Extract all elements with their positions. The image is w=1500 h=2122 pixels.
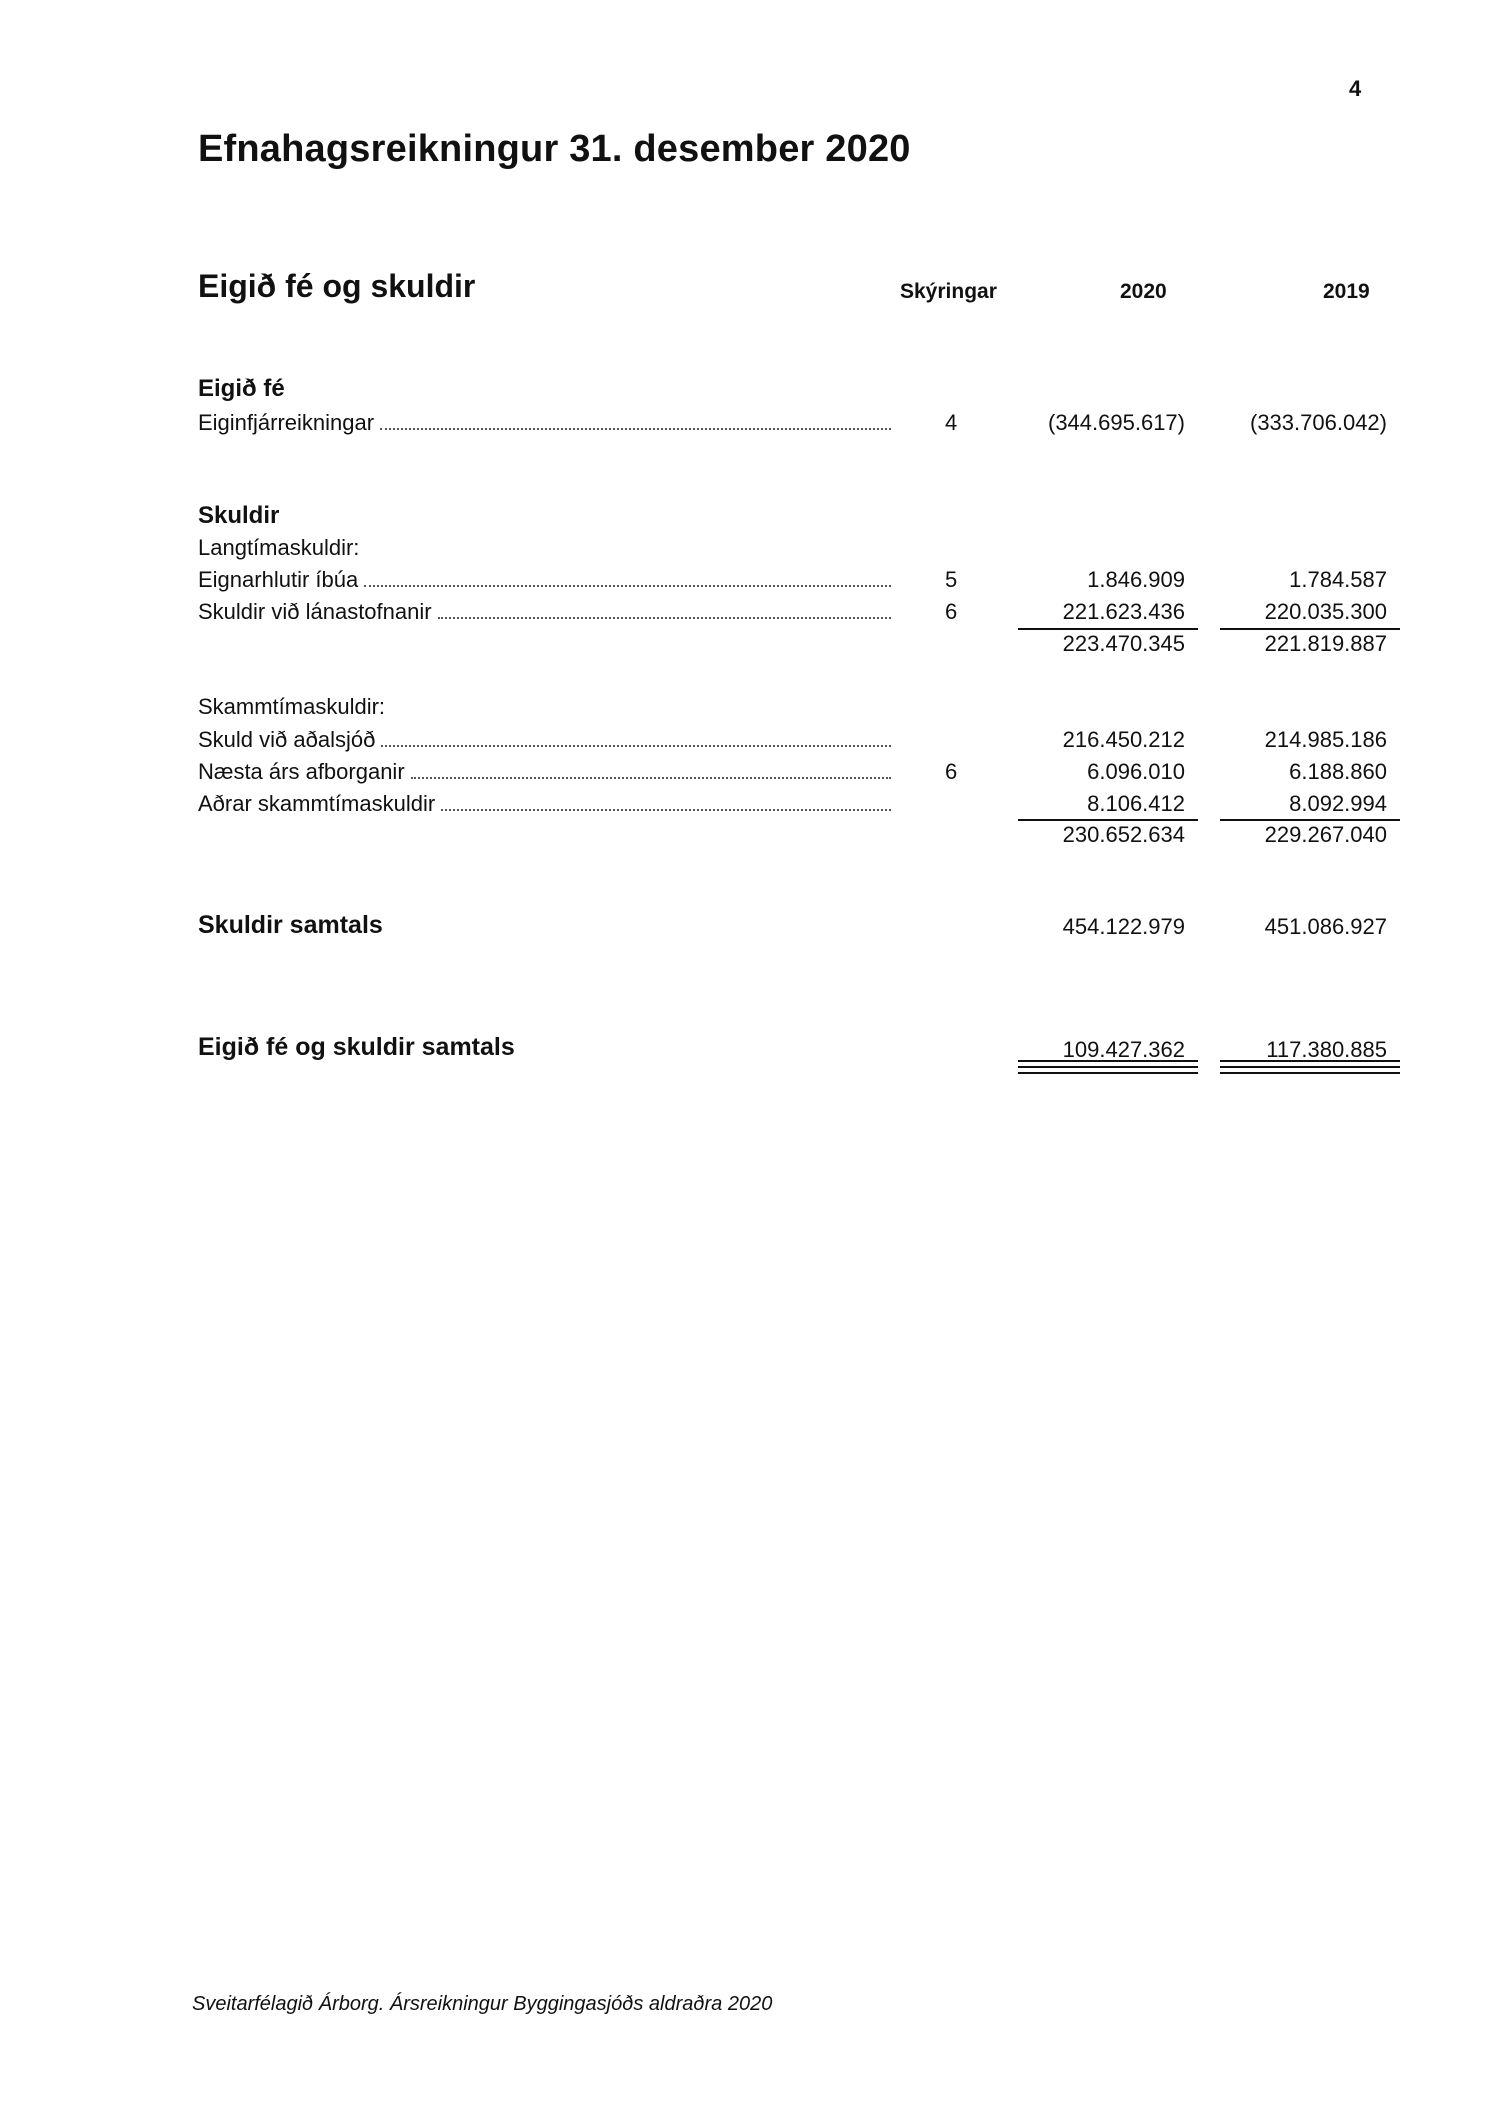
row-value-2020: 216.450.212 — [1062, 727, 1185, 752]
subtotal-value-2020: 230.652.634 — [1062, 822, 1185, 847]
row-value-2020: 221.623.436 — [1062, 599, 1185, 624]
subtotal-rule-2019 — [1220, 628, 1400, 630]
table-row — [198, 759, 1398, 789]
liabilities-total-label: Skuldir samtals — [198, 911, 383, 939]
equity-heading: Eigið fé — [198, 375, 285, 402]
table-row — [198, 599, 1398, 629]
row-value-2019: 214.985.186 — [1264, 727, 1387, 752]
row-note: 6 — [945, 759, 958, 784]
column-header-2020: 2020 — [1120, 280, 1167, 303]
row-label: Skuld við aðalsjóð — [198, 727, 376, 752]
row-note: 6 — [945, 599, 958, 624]
column-header-2019: 2019 — [1323, 280, 1370, 303]
row-value-2019: (333.706.042) — [1250, 410, 1387, 435]
row-value-2020: (344.695.617) — [1048, 410, 1185, 435]
liabilities-total-row — [198, 914, 1398, 944]
column-header-notes: Skýringar — [900, 280, 997, 303]
row-value-2019: 6.188.860 — [1289, 759, 1387, 784]
row-value-2019: 8.092.994 — [1289, 791, 1387, 816]
row-value-2020: 1.846.909 — [1087, 567, 1185, 592]
grand-total-2020: 109.427.362 — [1062, 1037, 1185, 1062]
liabilities-total-2019: 451.086.927 — [1264, 914, 1387, 939]
row-label: Eignarhlutir íbúa — [198, 567, 359, 592]
table-row — [198, 791, 1398, 821]
section-title: Eigið fé og skuldir — [198, 268, 476, 304]
row-value-2020: 8.106.412 — [1087, 791, 1185, 816]
short-term-subheading: Skammtímaskuldir: — [198, 694, 386, 719]
liabilities-heading: Skuldir — [198, 502, 280, 529]
subtotal-rule-2020 — [1018, 628, 1198, 630]
subtotal-rule-2020 — [1018, 819, 1198, 821]
grand-total-2019: 117.380.885 — [1266, 1037, 1387, 1062]
page-title: Efnahagsreikningur 31. desember 2020 — [198, 128, 911, 170]
grand-total-label: Eigið fé og skuldir samtals — [198, 1033, 515, 1061]
subtotal-row — [198, 822, 1398, 852]
grand-total-row — [198, 1037, 1398, 1067]
grand-total-double-rule-2020 — [1018, 1066, 1198, 1074]
row-note: 4 — [945, 410, 958, 435]
subtotal-value-2019: 221.819.887 — [1264, 631, 1387, 656]
page-number: 4 — [1349, 76, 1362, 101]
row-note: 5 — [945, 567, 958, 592]
table-row — [198, 567, 1398, 597]
table-row — [198, 410, 1398, 440]
liabilities-total-2020: 454.122.979 — [1062, 914, 1185, 939]
row-label: Eiginfjárreikningar — [198, 410, 375, 435]
grand-total-rule-2020 — [1018, 1060, 1198, 1062]
row-value-2019: 220.035.300 — [1264, 599, 1387, 624]
long-term-subheading: Langtímaskuldir: — [198, 535, 360, 560]
subtotal-value-2020: 223.470.345 — [1062, 631, 1185, 656]
grand-total-double-rule-2019 — [1220, 1066, 1400, 1074]
row-value-2019: 1.784.587 — [1289, 567, 1387, 592]
subtotal-value-2019: 229.267.040 — [1264, 822, 1387, 847]
grand-total-rule-2019 — [1220, 1060, 1400, 1062]
row-label: Skuldir við lánastofnanir — [198, 599, 432, 624]
subtotal-rule-2019 — [1220, 819, 1400, 821]
footer-text: Sveitarfélagið Árborg. Ársreikningur Byggingasjóðs aldraðra 2020 — [192, 1993, 773, 2015]
row-value-2020: 6.096.010 — [1087, 759, 1185, 784]
table-row — [198, 727, 1398, 757]
subtotal-row — [198, 631, 1398, 661]
row-label: Aðrar skammtímaskuldir — [198, 791, 436, 816]
row-label: Næsta árs afborganir — [198, 759, 405, 784]
